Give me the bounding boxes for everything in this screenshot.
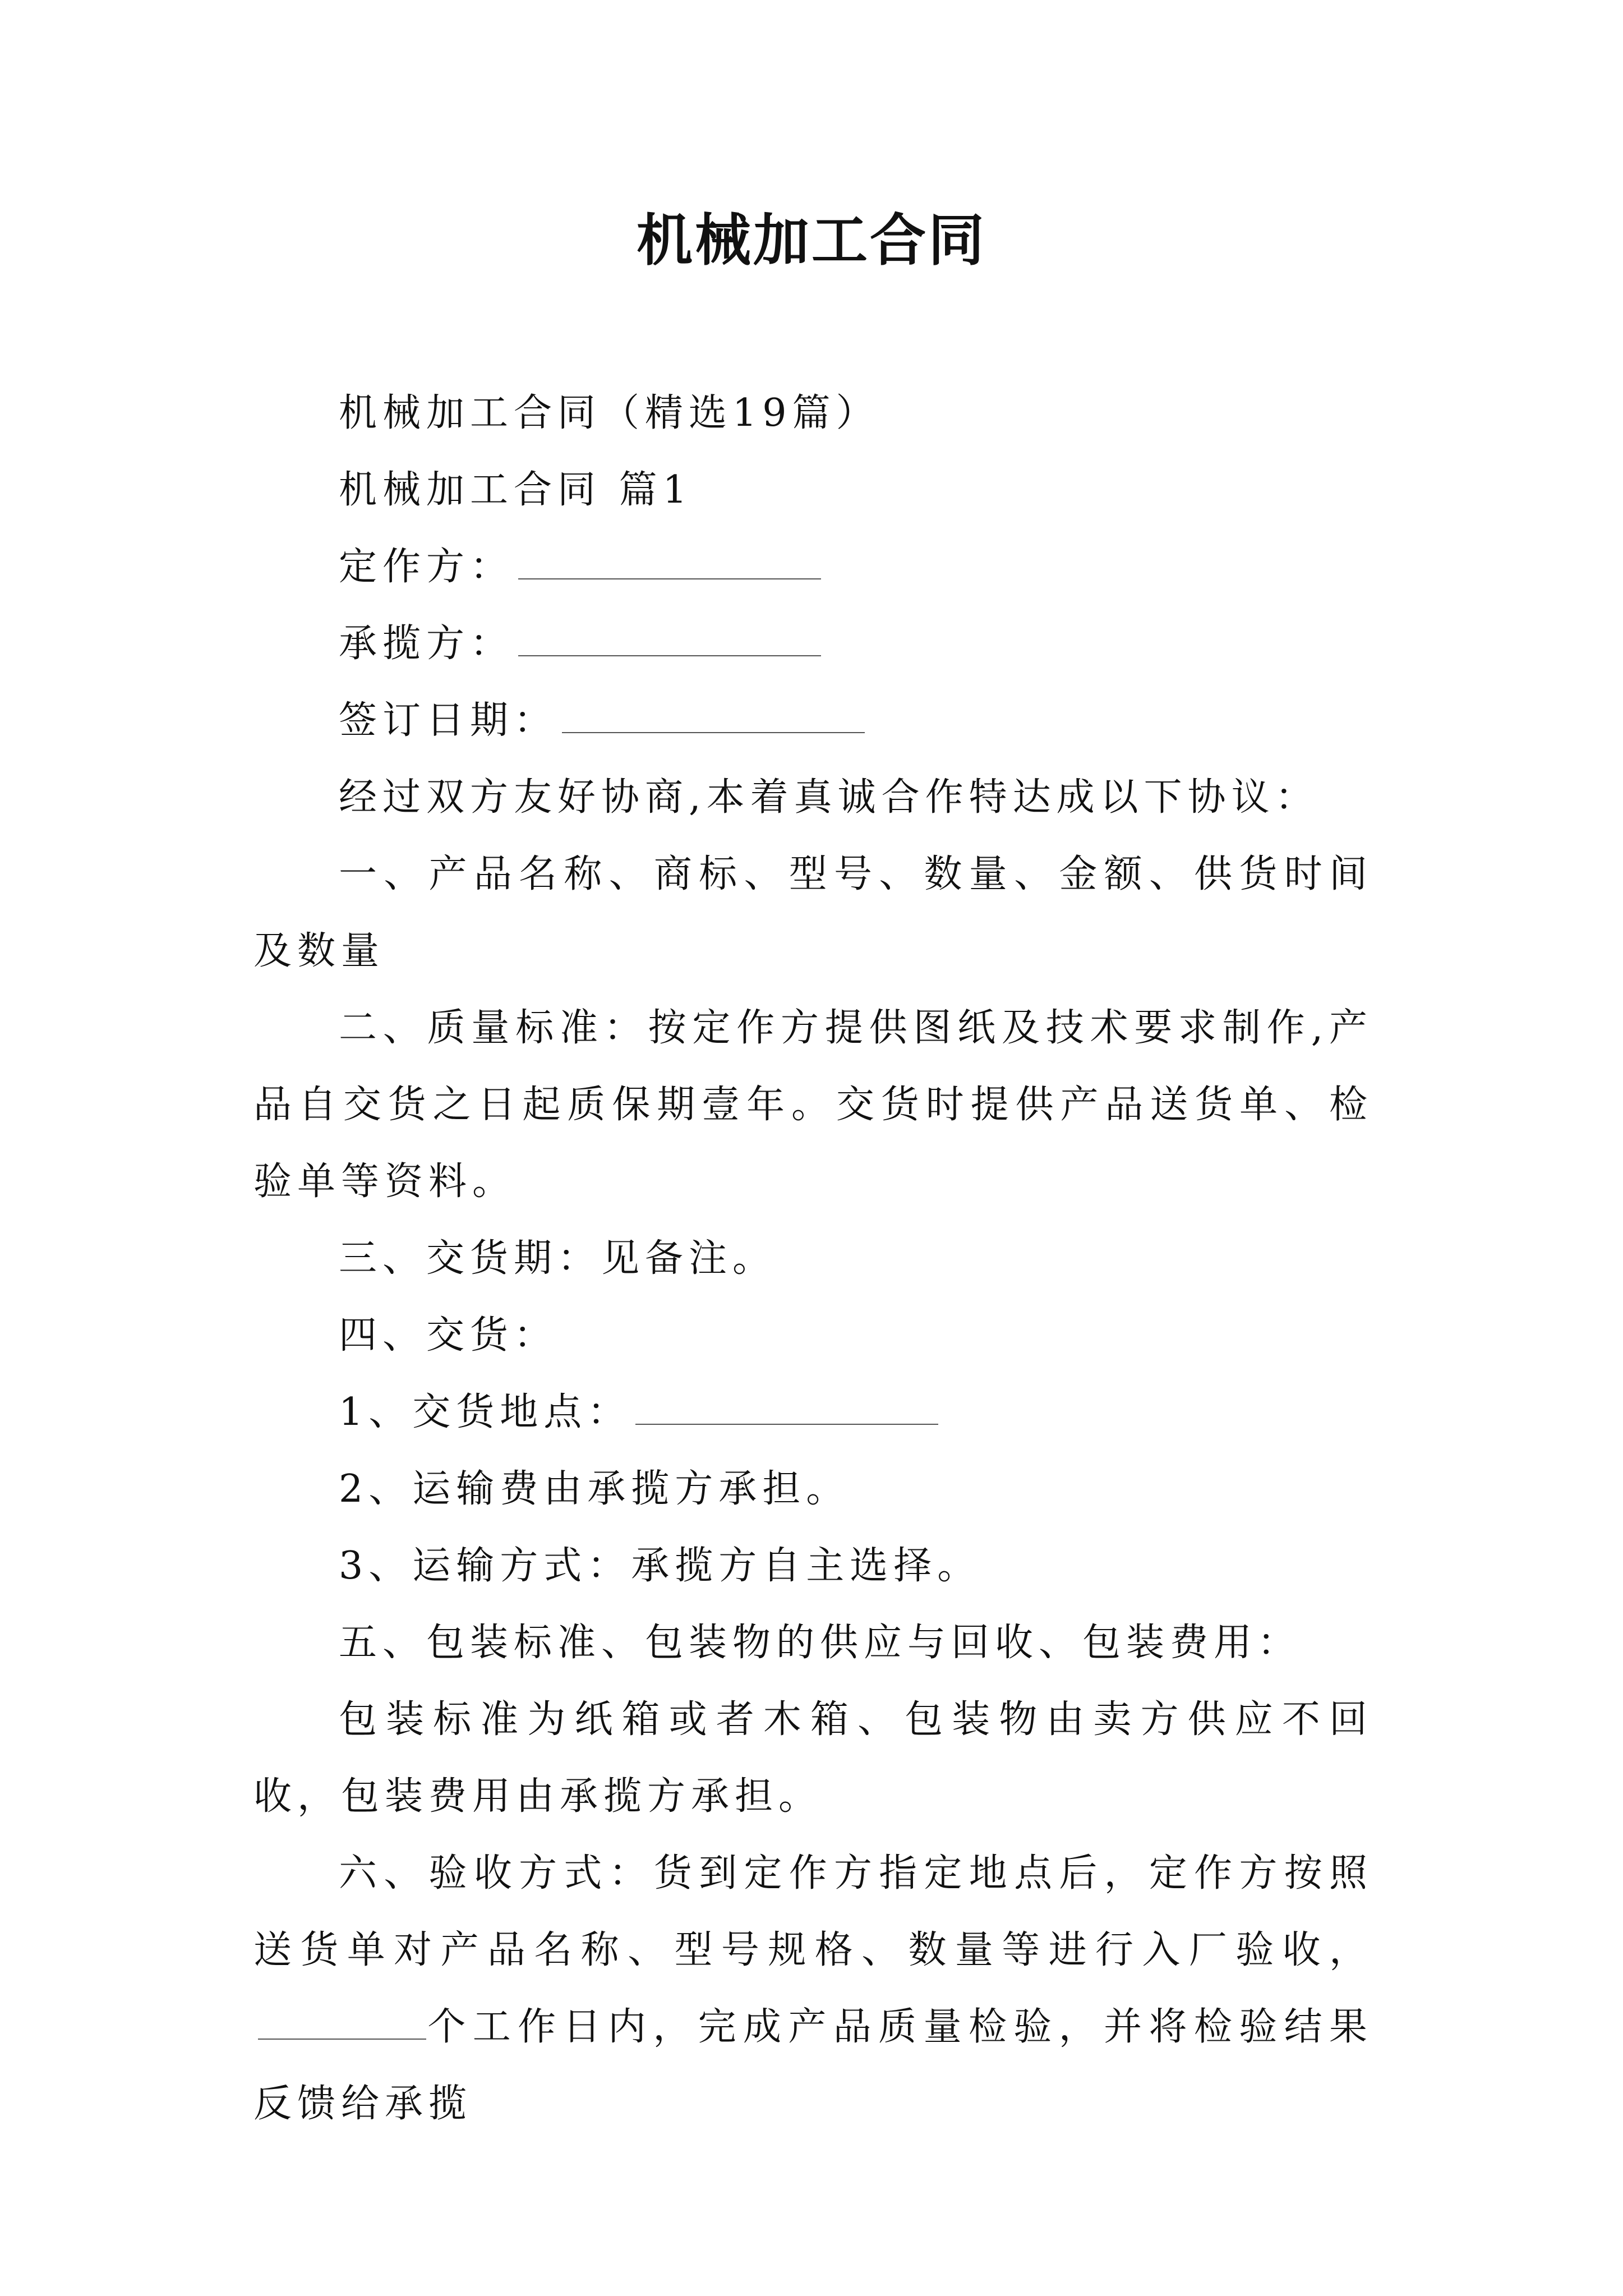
clause-6-text-b: 个工作日内，完成产品质量检验，并将检验结果反馈给承揽	[253, 2005, 1373, 2126]
delivery-place-line	[253, 1374, 1373, 1451]
party-a-label: 定作方：	[339, 545, 514, 589]
delivery-place-label: 1、交货地点：	[339, 1390, 631, 1434]
clause-4-2: 2、运输费由承揽方承担。	[339, 1467, 850, 1511]
party-b-label: 承揽方：	[339, 622, 514, 666]
party-b-line	[253, 605, 1373, 682]
packaging-paragraph: 包装标准为纸箱或者木箱、包装物由卖方供应不回收，包装费用由承揽方承担。	[253, 1697, 1373, 1819]
clause-3: 三、交货期：见备注。	[339, 1236, 777, 1281]
party-b-blank[interactable]	[518, 626, 821, 656]
clause-4: 四、交货：	[339, 1313, 558, 1358]
document-body	[253, 375, 1373, 2142]
clause-1: 一、产品名称、商标、型号、数量、金额、供货时间及数量	[253, 852, 1373, 973]
delivery-place-blank[interactable]	[635, 1395, 938, 1425]
clause-4-3: 3、运输方式：承揽方自主选择。	[339, 1544, 981, 1588]
subtitle-line: 机械加工合同（精选19篇）	[339, 391, 880, 435]
section-heading: 机械加工合同 篇1	[339, 468, 693, 512]
clause-6	[253, 1835, 1373, 2142]
intro-paragraph: 经过双方友好协商,本着真诚合作特达成以下协议：	[339, 775, 1319, 820]
inspection-days-blank[interactable]	[258, 2009, 426, 2040]
clause-6-text-a: 六、验收方式：货到定作方指定地点后，定作方按照送货单对产品名称、型号规格、数量等进行入厂验收，	[253, 1851, 1373, 1972]
clause-2: 二、质量标准：按定作方提供图纸及技术要求制作,产品自交货之日起质保期壹年。交货时提供产品送货单、检验单等资料。	[253, 1006, 1373, 1204]
sign-date-blank[interactable]	[562, 703, 865, 733]
sign-date-line	[253, 682, 1373, 759]
party-a-blank[interactable]	[518, 549, 821, 579]
party-a-line	[253, 528, 1373, 605]
clause-5: 五、包装标准、包装物的供应与回收、包装费用：	[339, 1621, 1302, 1665]
sign-date-label: 签订日期：	[339, 698, 558, 743]
document-title: 机械加工合同	[637, 207, 986, 273]
